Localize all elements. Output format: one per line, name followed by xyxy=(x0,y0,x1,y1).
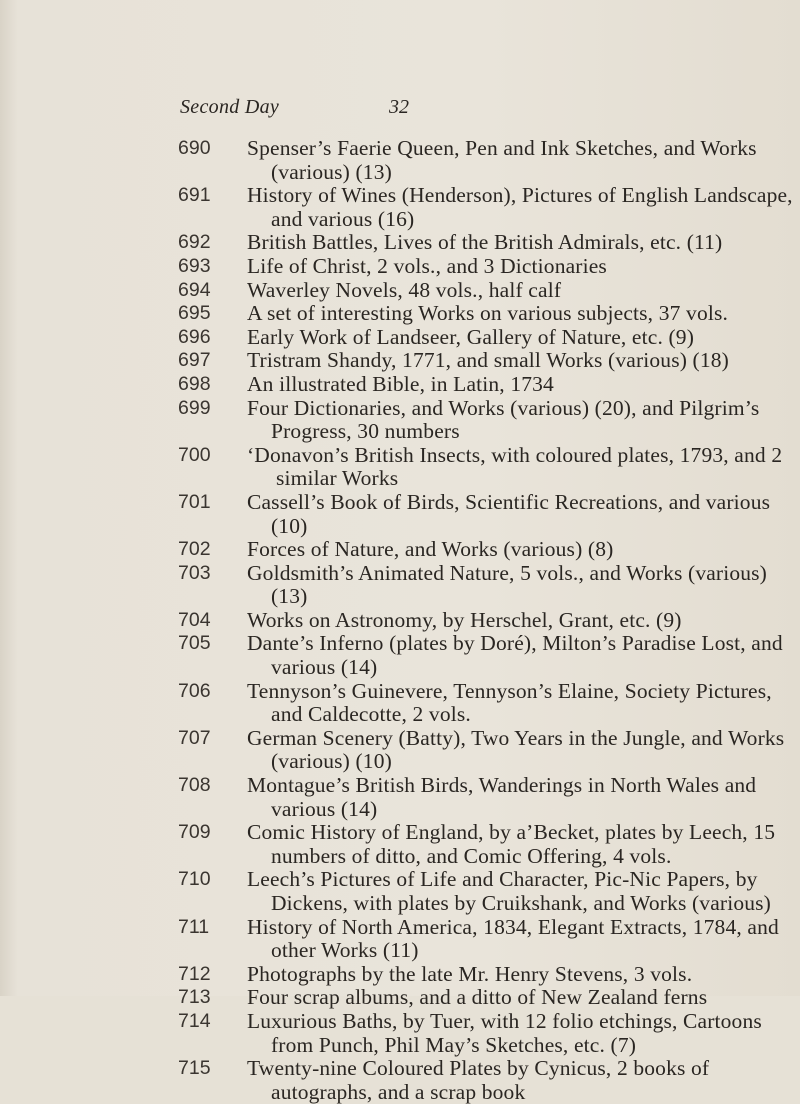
lot-description: Early Work of Landseer, Gallery of Nature, etc. (9) xyxy=(247,324,695,349)
lot-715 xyxy=(178,1057,798,1104)
lot-number: 692 xyxy=(178,231,211,254)
lot-number: 713 xyxy=(178,986,211,1009)
lot-712 xyxy=(178,963,798,987)
lot-description: Cassell’s Book of Birds, Scientific Recreations, and various (10) xyxy=(247,489,771,538)
lot-description: Photographs by the late Mr. Henry Stevens, 3 vols. xyxy=(247,961,693,986)
lot-description: Twenty-nine Coloured Plates by Cynicus, 2 books of autographs, and a scrap book xyxy=(247,1056,710,1104)
lot-description: Comic History of England, by a’Becket, plates by Leech, 15 numbers of ditto, and Comic Offering, 4 vols. xyxy=(247,820,776,868)
lot-description: Montague’s British Birds, Wanderings in North Wales and various (14) xyxy=(247,773,757,821)
lot-700 xyxy=(178,444,798,491)
lot-703 xyxy=(178,562,798,609)
lot-693 xyxy=(178,255,798,279)
lot-number: 702 xyxy=(178,538,211,561)
lot-701 xyxy=(178,491,798,538)
lot-description: History of Wines (Henderson), Pictures of English Landscape, and various (16) xyxy=(247,183,793,231)
lot-description: An illustrated Bible, in Latin, 1734 xyxy=(247,371,554,396)
lot-number: 701 xyxy=(178,490,211,513)
lot-description: German Scenery (Batty), Two Years in the Jungle, and Works (various) (10) xyxy=(247,725,785,774)
lot-707 xyxy=(178,727,798,774)
lot-708 xyxy=(178,774,798,821)
lot-number: 709 xyxy=(178,821,211,844)
lot-695 xyxy=(178,302,798,326)
header-page-number: 32 xyxy=(389,96,409,118)
lot-714 xyxy=(178,1010,798,1057)
lot-description: Tristram Shandy, 1771, and small Works (various) (18) xyxy=(247,348,729,373)
lot-description: Waverley Novels, 48 vols., half calf xyxy=(247,277,562,302)
lot-description: British Battles, Lives of the British Admirals, etc. (11) xyxy=(247,230,723,255)
page-header xyxy=(180,96,480,122)
lot-number: 696 xyxy=(178,325,211,348)
lot-692 xyxy=(178,231,798,255)
lot-description: Tennyson’s Guinevere, Tennyson’s Elaine, Society Pictures, and Caldecotte, 2 vols. xyxy=(247,678,772,727)
lot-number: 712 xyxy=(178,962,211,985)
lot-description: Luxurious Baths, by Tuer, with 12 folio etchings, Cartoons from Punch, Phil May’s Sketches, etc. (7) xyxy=(247,1008,762,1057)
lot-number: 694 xyxy=(178,278,211,301)
lot-number: 706 xyxy=(178,679,211,702)
lot-number: 711 xyxy=(178,915,210,938)
lot-690 xyxy=(178,137,798,184)
lot-description: Goldsmith’s Animated Nature, 5 vols., and Works (various) (13) xyxy=(247,560,767,609)
lot-description: Leech’s Pictures of Life and Character, Pic-Nic Papers, by Dickens, with plates by Cruikshank, and Works (various) xyxy=(247,867,771,915)
lot-713 xyxy=(178,986,798,1010)
lot-description: Four Dictionaries, and Works (various) (20), and Pilgrim’s Progress, 30 numbers xyxy=(247,395,760,444)
lot-706 xyxy=(178,680,798,727)
lot-number: 710 xyxy=(178,868,211,891)
lot-list xyxy=(178,137,798,1104)
header-day: Second Day xyxy=(180,96,280,118)
lot-number: 699 xyxy=(178,396,211,419)
lot-description: Four scrap albums, and a ditto of New Zealand ferns xyxy=(247,985,708,1010)
lot-702 xyxy=(178,538,798,562)
lot-description: A set of interesting Works on various subjects, 37 vols. xyxy=(247,301,729,326)
lot-description: Forces of Nature, and Works (various) (8) xyxy=(247,537,614,562)
lot-696 xyxy=(178,326,798,350)
lot-description: Spenser’s Faerie Queen, Pen and Ink Sketches, and Works (various) (13) xyxy=(247,136,757,184)
lot-number: 715 xyxy=(178,1057,211,1080)
lot-number: 714 xyxy=(178,1009,211,1032)
lot-704 xyxy=(178,609,798,633)
lot-691 xyxy=(178,184,798,231)
lot-699 xyxy=(178,397,798,444)
lot-description: Works on Astronomy, by Herschel, Grant, etc. (9) xyxy=(247,607,682,632)
lot-number: 693 xyxy=(178,254,211,277)
lot-711 xyxy=(178,916,798,963)
lot-694 xyxy=(178,279,798,303)
lot-number: 708 xyxy=(178,774,211,797)
lot-number: 690 xyxy=(178,137,211,159)
lot-number: 698 xyxy=(178,372,211,395)
lot-number: 700 xyxy=(178,443,211,466)
lot-number: 707 xyxy=(178,726,211,749)
lot-709 xyxy=(178,821,798,868)
lot-number: 705 xyxy=(178,632,211,655)
lot-number: 703 xyxy=(178,561,211,584)
lot-number: 695 xyxy=(178,302,211,325)
lot-698 xyxy=(178,373,798,397)
lot-description: Dante’s Inferno (plates by Doré), Milton’s Paradise Lost, and various (14) xyxy=(247,631,783,680)
lot-697 xyxy=(178,349,798,373)
lot-number: 691 xyxy=(178,184,211,207)
lot-description: ‘Donavon’s British Insects, with coloured plates, 1793, and 2 similar Works xyxy=(247,442,783,491)
lot-description: History of North America, 1834, Elegant Extracts, 1784, and other Works (11) xyxy=(247,914,779,963)
lot-710 xyxy=(178,868,798,915)
lot-number: 697 xyxy=(178,349,211,372)
lot-number: 704 xyxy=(178,608,211,631)
lot-705 xyxy=(178,632,798,679)
lot-description: Life of Christ, 2 vols., and 3 Dictionaries xyxy=(247,253,607,278)
